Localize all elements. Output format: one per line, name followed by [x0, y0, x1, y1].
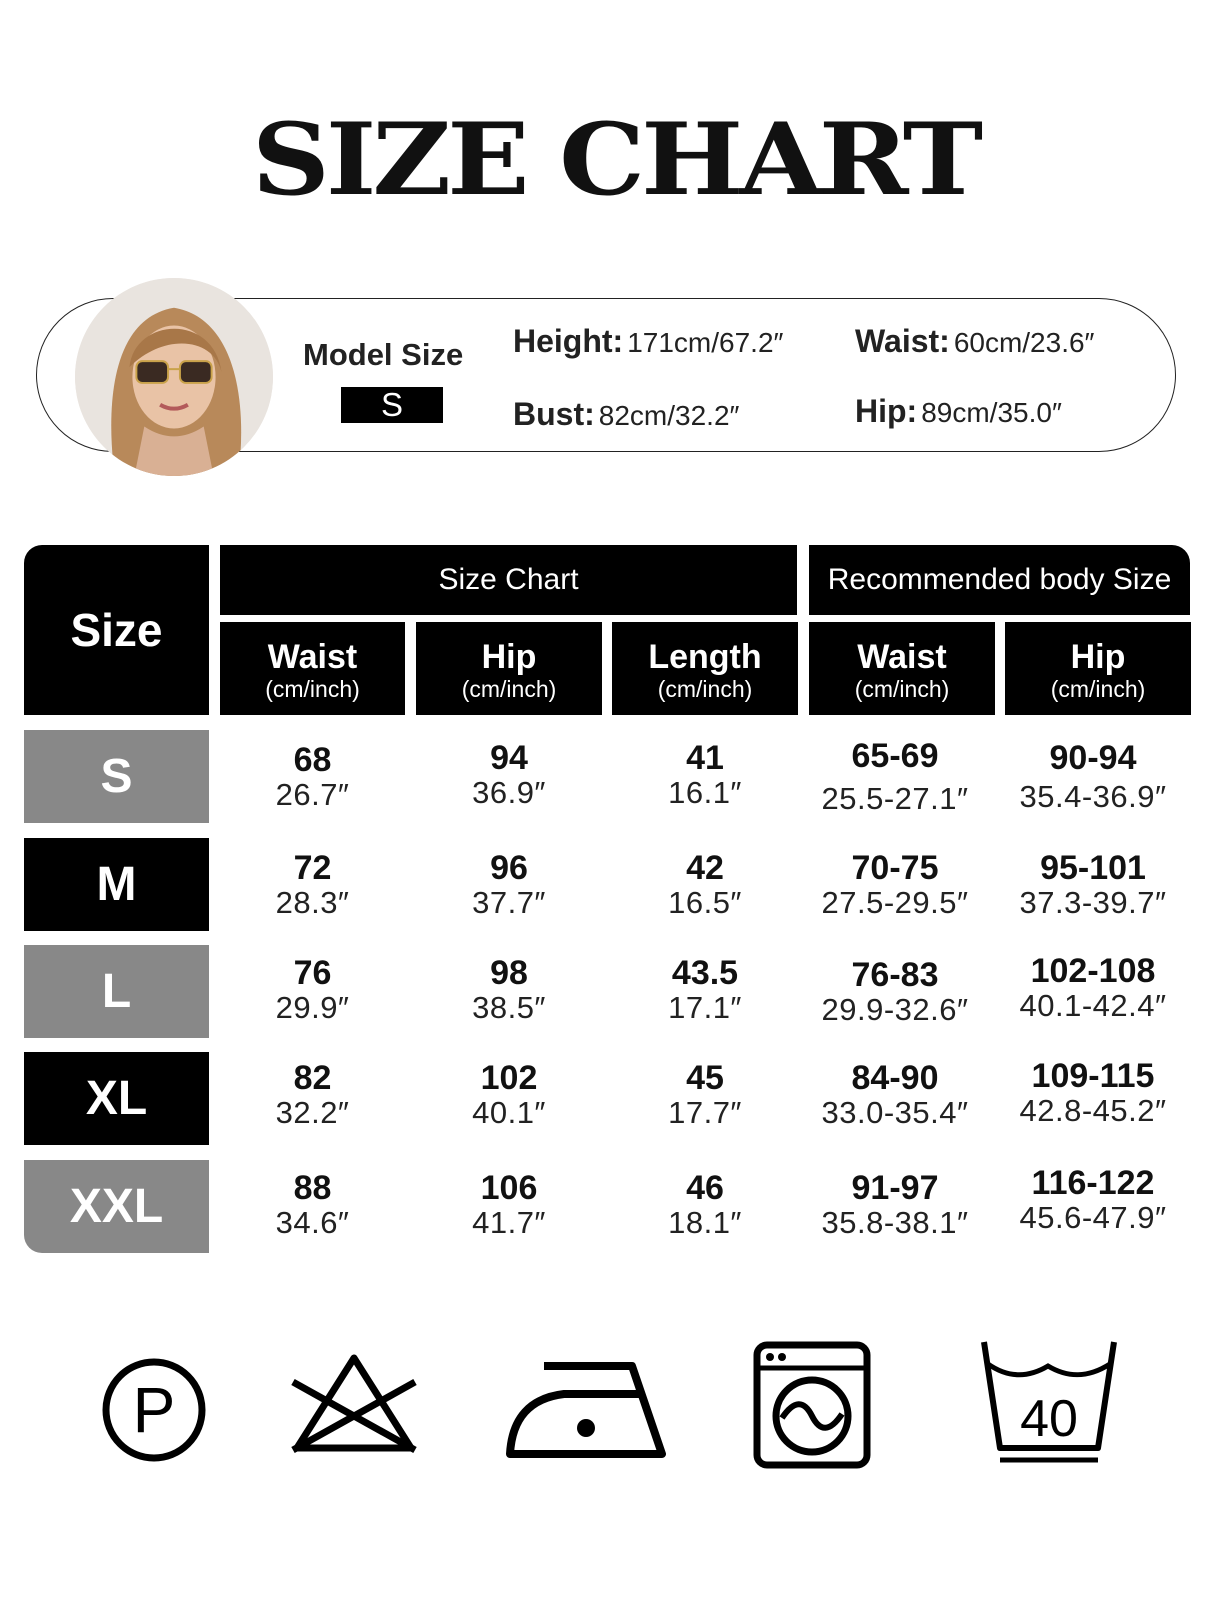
inch-value: 37.7″: [472, 885, 546, 920]
column-header-rec-waist: [809, 622, 995, 715]
table-cell: [993, 850, 1193, 920]
cm-value: 70-75: [851, 849, 939, 887]
table-cell: [416, 1170, 602, 1240]
machine-wash-icon: [752, 1340, 872, 1470]
cm-value: 76-83: [851, 956, 939, 994]
cm-value: 72: [293, 849, 332, 887]
bust-value: 82cm/32.2″: [598, 400, 740, 431]
column-unit: (cm/inch): [854, 676, 950, 702]
inch-value: 16.1″: [668, 775, 742, 810]
column-unit: (cm/inch): [1050, 676, 1146, 702]
cm-value: 90-94: [1049, 739, 1137, 777]
table-cell: [416, 1060, 602, 1130]
column-unit: (cm/inch): [461, 676, 557, 702]
model-size-badge: S: [341, 387, 443, 423]
table-cell: [795, 738, 995, 816]
table-cell: [993, 1165, 1193, 1235]
cm-value: 45: [686, 1059, 724, 1097]
table-cell: [416, 850, 602, 920]
model-size-label: Model Size: [303, 337, 464, 372]
inch-value: 41.7″: [472, 1205, 546, 1240]
inch-value: 35.4-36.9″: [1019, 779, 1167, 814]
table-cell: [993, 740, 1193, 814]
inch-value: 40.1″: [472, 1095, 546, 1130]
table-cell: [993, 1058, 1193, 1128]
wash-temperature: 40: [1020, 1390, 1078, 1448]
table-cell: [612, 955, 798, 1025]
recommended-group-header: Recommended body Size: [809, 545, 1190, 615]
inch-value: 27.5-29.5″: [821, 885, 969, 920]
inch-value: 16.5″: [668, 885, 742, 920]
table-cell: [795, 957, 995, 1027]
model-hip: [855, 393, 1062, 430]
inch-value: 17.1″: [668, 990, 742, 1025]
inch-value: 38.5″: [472, 990, 546, 1025]
iron-low-heat-icon: [504, 1358, 668, 1462]
column-title: Waist: [267, 638, 358, 676]
inch-value: 45.6-47.9″: [1019, 1200, 1167, 1235]
column-title: Length: [648, 638, 762, 676]
inch-value: 32.2″: [275, 1095, 350, 1130]
inch-value: 29.9-32.6″: [821, 992, 969, 1027]
column-unit: (cm/inch): [265, 676, 360, 702]
column-header-rec-hip: [1005, 622, 1191, 715]
waist-label: Waist:: [855, 323, 950, 359]
cm-value: 82: [293, 1059, 332, 1097]
table-cell: [612, 1060, 798, 1130]
table-cell: [795, 1170, 995, 1240]
size-label-xxl: XXL: [24, 1160, 209, 1253]
size-label-m: M: [24, 838, 209, 931]
cm-value: 46: [686, 1169, 724, 1207]
inch-value: 42.8-45.2″: [1019, 1093, 1167, 1128]
inch-value: 36.9″: [472, 775, 546, 810]
waist-value: 60cm/23.6″: [953, 327, 1095, 358]
model-bust: [513, 396, 739, 433]
table-cell: [416, 955, 602, 1025]
bust-label: Bust:: [513, 396, 595, 432]
inch-value: 34.6″: [275, 1205, 350, 1240]
table-cell: [795, 850, 995, 920]
inch-value: 28.3″: [275, 885, 350, 920]
column-header-waist: [220, 622, 405, 715]
cm-value: 95-101: [1040, 849, 1146, 887]
cm-value: 76: [293, 954, 332, 992]
cm-value: 91-97: [851, 1169, 939, 1207]
cm-value: 88: [293, 1169, 332, 1207]
table-cell: [220, 1060, 405, 1130]
inch-value: 26.7″: [275, 777, 350, 812]
size-label-l: L: [24, 945, 209, 1038]
page-title: SIZE CHART: [251, 102, 980, 218]
cm-value: 68: [293, 741, 332, 779]
height-value: 171cm/67.2″: [627, 327, 784, 358]
cm-value: 65-69: [851, 737, 939, 775]
column-header-length: [612, 622, 798, 715]
table-cell: [612, 850, 798, 920]
cm-value: 41: [686, 739, 724, 777]
cm-value: 43.5: [671, 954, 739, 992]
table-cell: [612, 740, 798, 810]
column-title: Hip: [481, 638, 537, 676]
hip-label: Hip:: [855, 393, 918, 429]
table-cell: [416, 740, 602, 810]
inch-value: 18.1″: [668, 1205, 742, 1240]
inch-value: 35.8-38.1″: [821, 1205, 969, 1240]
table-cell: [795, 1060, 995, 1130]
table-cell: [993, 953, 1193, 1023]
inch-value: 29.9″: [275, 990, 350, 1025]
cm-value: 94: [490, 739, 528, 777]
do-not-bleach-icon: [283, 1350, 425, 1458]
model-avatar: [75, 278, 273, 476]
cm-value: 42: [686, 849, 724, 887]
table-cell: [220, 742, 405, 812]
cm-value: 102-108: [1030, 952, 1156, 990]
column-title: Hip: [1070, 638, 1126, 676]
column-title: Waist: [857, 638, 947, 676]
table-cell: [220, 955, 405, 1025]
size-chart-group-header: Size Chart: [220, 545, 797, 615]
cm-value: 84-90: [851, 1059, 939, 1097]
size-header: Size: [24, 545, 209, 715]
cm-value: 116-122: [1031, 1164, 1155, 1202]
table-cell: [220, 1170, 405, 1240]
cm-value: 98: [490, 954, 528, 992]
size-label-xl: XL: [24, 1052, 209, 1145]
cm-value: 109-115: [1031, 1057, 1155, 1095]
dry-clean-letter: P: [132, 1374, 176, 1446]
model-waist: [855, 323, 1094, 360]
table-cell: [220, 850, 405, 920]
size-label-s: S: [24, 730, 209, 823]
cm-value: 102: [480, 1059, 538, 1097]
inch-value: 40.1-42.4″: [1019, 988, 1167, 1023]
dry-clean-p-icon: [100, 1356, 208, 1464]
inch-value: 37.3-39.7″: [1019, 885, 1167, 920]
cm-value: 96: [490, 849, 528, 887]
hip-value: 89cm/35.0″: [921, 397, 1062, 428]
table-cell: [612, 1170, 798, 1240]
column-header-hip: [416, 622, 602, 715]
inch-value: 33.0-35.4″: [821, 1095, 969, 1130]
model-height: [513, 323, 783, 360]
column-unit: (cm/inch): [657, 676, 753, 702]
cm-value: 106: [480, 1169, 538, 1207]
height-label: Height:: [513, 323, 624, 359]
inch-value: 25.5-27.1″: [821, 781, 969, 816]
wash-40-icon: [978, 1338, 1120, 1468]
inch-value: 17.7″: [668, 1095, 742, 1130]
